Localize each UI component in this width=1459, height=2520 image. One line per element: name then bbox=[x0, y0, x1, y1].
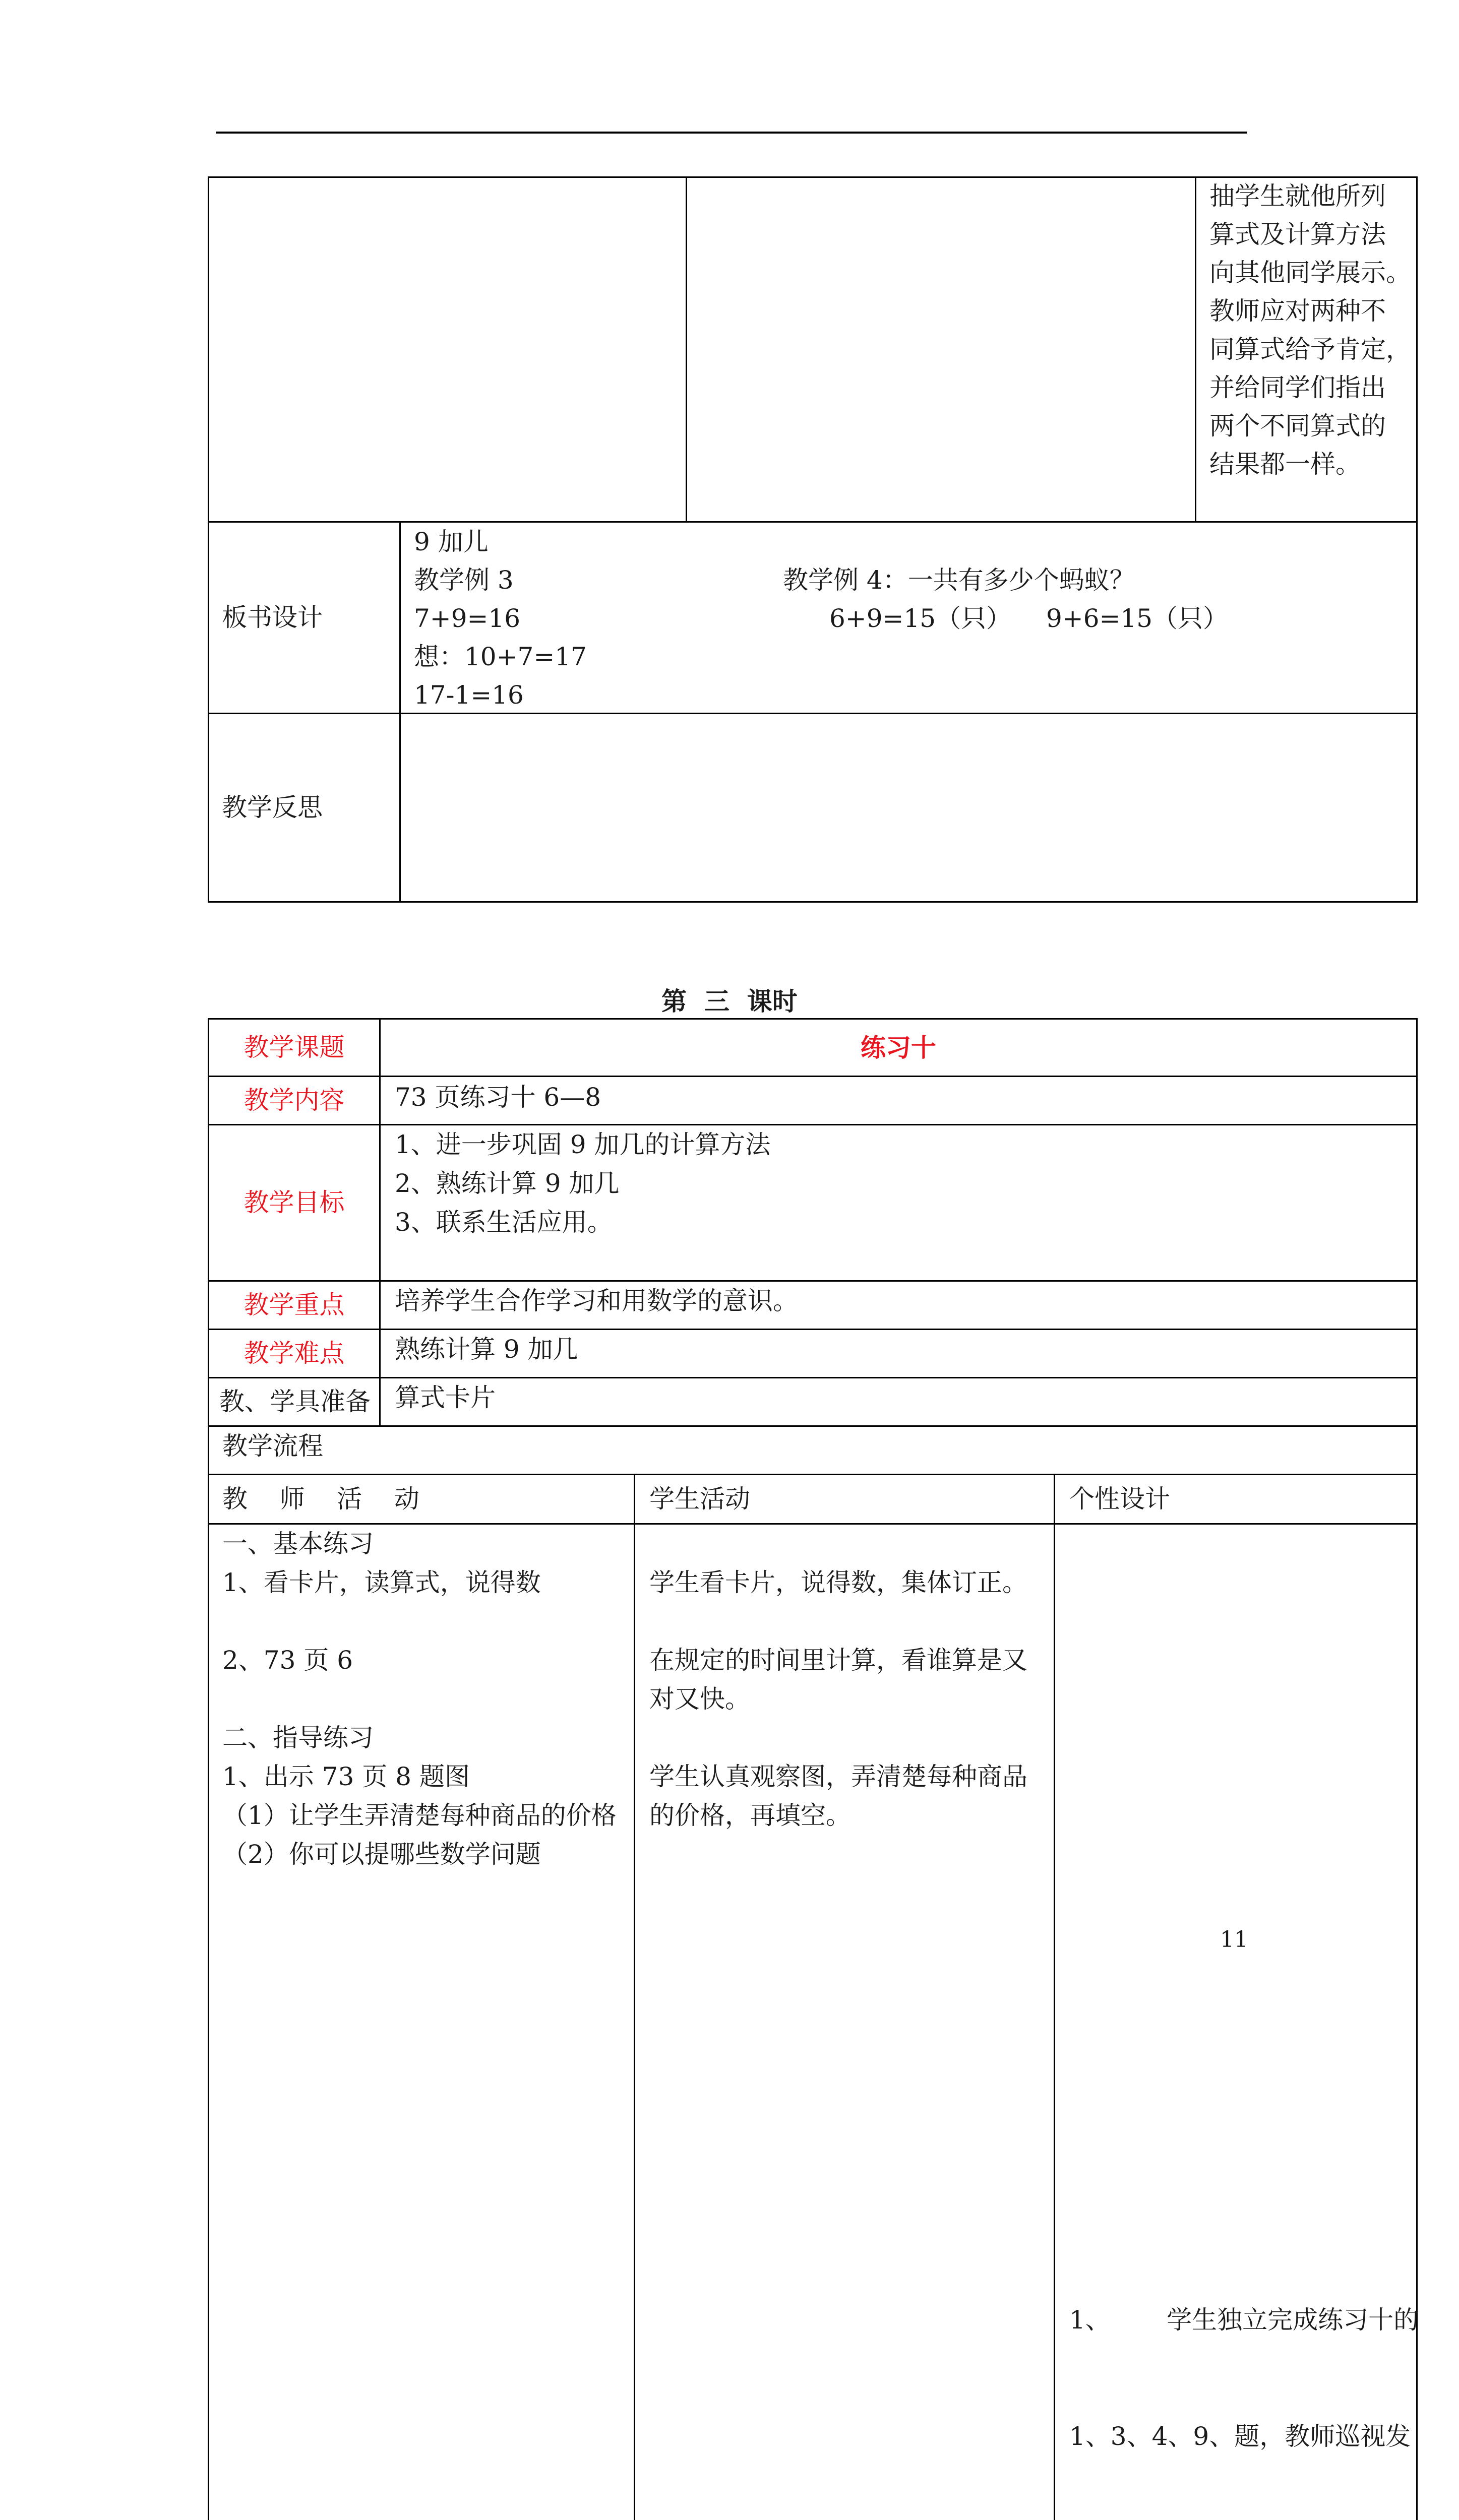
topic-label: 教学课题 bbox=[209, 1028, 379, 1067]
focus-value: 培养学生合作学习和用数学的意识。 bbox=[381, 1282, 1416, 1320]
continuation-table bbox=[208, 176, 1418, 903]
teacher-activity-cell bbox=[209, 1524, 635, 2520]
focus-label: 教学重点 bbox=[209, 1286, 379, 1325]
col-design-header bbox=[1055, 1475, 1417, 1524]
board-design-content bbox=[400, 522, 1417, 714]
prep-value-cell bbox=[380, 1378, 1417, 1426]
example4-equation-2: 9+6=15（只） bbox=[1046, 599, 1228, 638]
header-rule bbox=[216, 132, 1247, 134]
reflection-label-cell bbox=[209, 714, 400, 902]
topic-label-cell bbox=[209, 1019, 380, 1077]
difficulty-label: 教学难点 bbox=[209, 1334, 379, 1373]
teacher-activity-lines: 一、基本练习 1、看卡片，读算式，说得数 2、73 页 6 二、指导练习 1、出示 73 页 8 题图 （1）让学生弄清楚每种商品的价格 （2）你可以提哪些数学问题 bbox=[209, 1525, 634, 1874]
cell-teacher-activity bbox=[209, 177, 687, 522]
example3-result: 17-1=16 bbox=[414, 676, 524, 715]
teacher-activity-header: 教 师 活 动 bbox=[209, 1480, 634, 1519]
difficulty-value-cell bbox=[380, 1330, 1417, 1378]
difficulty-label-cell bbox=[209, 1330, 380, 1378]
col-student-header bbox=[635, 1475, 1055, 1524]
page-number: 11 bbox=[1220, 1920, 1248, 1959]
goals-label-cell bbox=[209, 1125, 380, 1281]
content-value-cell bbox=[380, 1077, 1417, 1125]
content-label: 教学内容 bbox=[209, 1081, 379, 1120]
reflection-label: 教学反思 bbox=[209, 788, 399, 827]
flow-label: 教学流程 bbox=[209, 1427, 1416, 1466]
prep-label-cell bbox=[209, 1378, 380, 1426]
flow-label-cell bbox=[209, 1426, 1417, 1475]
goals-label: 教学目标 bbox=[209, 1183, 379, 1222]
student-activity-header: 学生活动 bbox=[635, 1480, 1054, 1519]
example4-title: 教学例 4：一共有多少个蚂蚁？ bbox=[783, 561, 1135, 600]
goal-item: 3、联系生活应用。 bbox=[395, 1203, 1416, 1242]
goals-cell bbox=[380, 1125, 1417, 1281]
content-value: 73 页练习十 6—8 bbox=[381, 1078, 1416, 1117]
section-title: 第 三 课时 bbox=[0, 982, 1459, 1021]
cell-student-activity bbox=[687, 177, 1196, 522]
topic-value-cell bbox=[380, 1019, 1417, 1077]
reflection-content bbox=[400, 714, 1417, 902]
col-teacher-header bbox=[209, 1475, 635, 1524]
prep-label: 教、学具准备 bbox=[209, 1382, 379, 1421]
content-label-cell bbox=[209, 1077, 380, 1125]
board-title: 9 加儿 bbox=[414, 523, 489, 561]
student-activity-cell bbox=[635, 1524, 1055, 2520]
prep-value: 算式卡片 bbox=[381, 1378, 1416, 1417]
board-design-label-cell bbox=[209, 522, 400, 714]
cell-personal-design bbox=[1196, 177, 1417, 522]
personal-design-lines: 1、 学生独立完成练习十的 1、3、4、9、题，教师巡视发 bbox=[1055, 1525, 1416, 2520]
example3-think: 想：10+7=17 bbox=[414, 638, 587, 676]
design-note: 抽学生就他所列 算式及计算方法 向其他同学展示。 教师应对两种不 同算式给予肯定， 并给同学们指出 两个不同算式的 结果都一样。 bbox=[1196, 177, 1416, 483]
personal-design-cell bbox=[1055, 1524, 1417, 2520]
topic-value: 练习十 bbox=[381, 1028, 1416, 1067]
focus-label-cell bbox=[209, 1281, 380, 1330]
student-activity-lines: 学生看卡片，说得数，集体订正。 在规定的时间里计算，看谁算是又 对又快。 学生认真观察图，弄清楚每种商品 的价格，再填空。 bbox=[635, 1525, 1054, 1874]
difficulty-value: 熟练计算 9 加几 bbox=[381, 1330, 1416, 1369]
goal-item: 1、进一步巩固 9 加几的计算方法 bbox=[395, 1125, 1416, 1164]
goal-item: 2、熟练计算 9 加几 bbox=[395, 1164, 1416, 1203]
goals-list bbox=[381, 1125, 1416, 1242]
board-design-label: 板书设计 bbox=[209, 598, 399, 637]
focus-value-cell bbox=[380, 1281, 1417, 1330]
example3-equation: 7+9=16 bbox=[414, 599, 520, 638]
example3-title: 教学例 3 bbox=[414, 561, 514, 600]
example4-equation-1: 6+9=15（只） bbox=[829, 599, 1011, 638]
lesson-table bbox=[208, 1018, 1418, 2520]
personal-design-header: 个性设计 bbox=[1055, 1480, 1416, 1519]
